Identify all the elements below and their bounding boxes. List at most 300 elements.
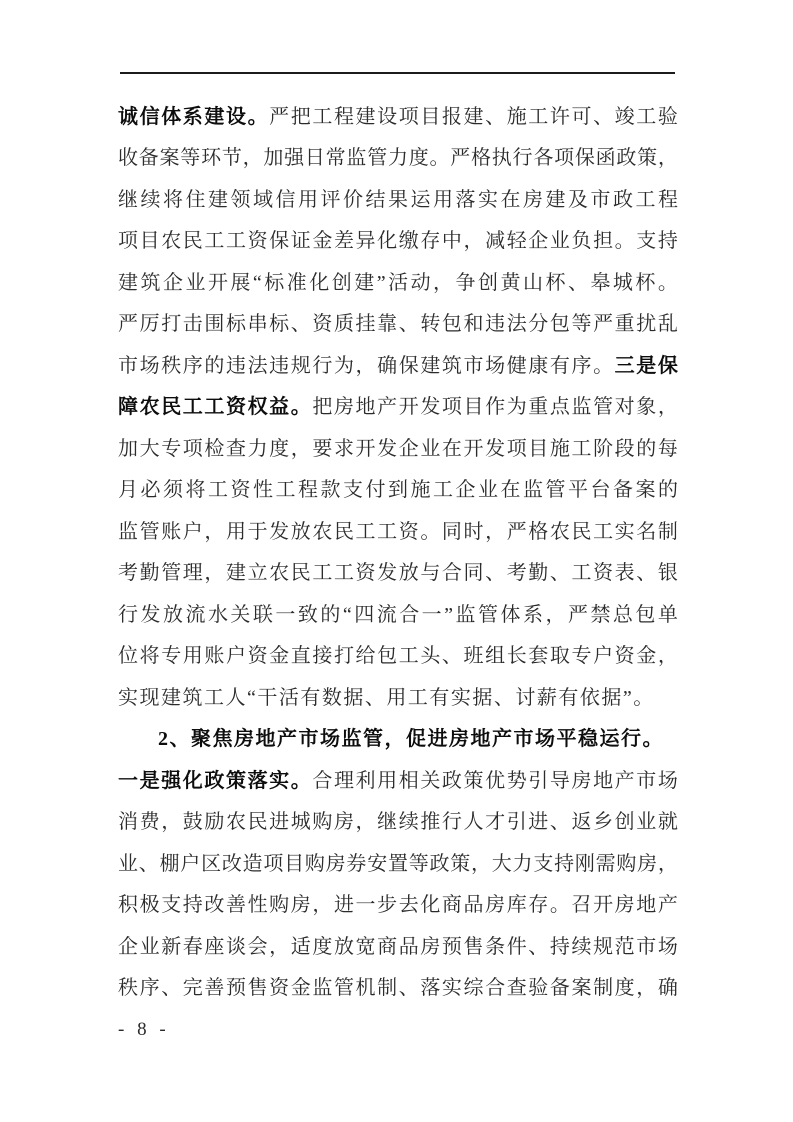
character: 班 xyxy=(463,645,484,668)
bold-character: 房 xyxy=(449,728,469,751)
character: 费 xyxy=(139,811,160,834)
character: 求 xyxy=(333,437,354,460)
character: 负 xyxy=(571,230,592,253)
character: 。 xyxy=(614,230,635,253)
character: 人 xyxy=(463,811,484,834)
character: 企 xyxy=(528,230,549,253)
text-line xyxy=(118,511,678,553)
character: 引 xyxy=(506,811,527,834)
character: ， xyxy=(657,396,678,419)
character: 薪 xyxy=(536,686,557,709)
character: 单 xyxy=(657,603,678,626)
character: 制 xyxy=(657,520,678,543)
character: 现 xyxy=(139,686,160,709)
character: 工 xyxy=(312,562,333,585)
character: 持 xyxy=(182,894,203,917)
character: ， xyxy=(242,147,263,170)
character: 进 xyxy=(528,811,549,834)
bold-character: 地 xyxy=(255,728,276,751)
character: 的 xyxy=(320,603,341,626)
character: ， xyxy=(204,562,225,585)
character: 直 xyxy=(290,645,311,668)
bold-character: ， xyxy=(384,728,405,751)
page-body xyxy=(118,96,678,1009)
character: 案 xyxy=(159,147,180,170)
character: 房 xyxy=(523,188,543,211)
character: 农 xyxy=(549,520,570,543)
character: 业 xyxy=(118,852,138,875)
character: 力 xyxy=(512,852,533,875)
character: 水 xyxy=(207,603,228,626)
character: 棚 xyxy=(159,852,180,875)
character: 专 xyxy=(571,645,592,668)
character: 业 xyxy=(139,935,160,958)
character: 节 xyxy=(221,147,242,170)
character: 保 xyxy=(269,230,290,253)
character: 房 xyxy=(614,894,635,917)
character: 管 xyxy=(367,147,388,170)
character: 运 xyxy=(410,188,431,211)
character: 、 xyxy=(364,686,385,709)
bold-character: 场 xyxy=(320,728,340,751)
character: 筑 xyxy=(441,354,462,377)
character: 须 xyxy=(163,479,183,502)
character: 大 xyxy=(139,437,160,460)
character: 城 xyxy=(290,811,311,834)
character: 监 xyxy=(312,977,333,1000)
character: ， xyxy=(657,852,678,875)
character: 发 xyxy=(377,437,398,460)
character: 合 xyxy=(399,603,420,626)
character: 乡 xyxy=(593,811,614,834)
bold-character: 建 xyxy=(204,105,225,128)
character: 房 xyxy=(571,769,592,792)
character: 减 xyxy=(485,230,506,253)
character: 农 xyxy=(161,230,182,253)
character: 引 xyxy=(528,769,549,792)
character: 等 xyxy=(571,313,592,336)
character: 必 xyxy=(140,479,161,502)
character: 杯 xyxy=(635,271,656,294)
character: 房 xyxy=(485,894,506,917)
character: 严 xyxy=(506,520,527,543)
bold-character: 化 xyxy=(182,769,203,792)
character: 款 xyxy=(320,479,341,502)
character: 程 xyxy=(298,479,318,502)
character: 执 xyxy=(491,147,512,170)
character: 利 xyxy=(355,769,376,792)
character: 许 xyxy=(549,105,570,128)
character: 为 xyxy=(333,354,354,377)
character: 制 xyxy=(377,977,398,1000)
character: 扰 xyxy=(636,313,657,336)
character: 平 xyxy=(568,479,588,502)
character: 规 xyxy=(593,935,614,958)
character: 区 xyxy=(201,852,222,875)
character: 作 xyxy=(485,396,506,419)
character: 工 xyxy=(333,562,354,585)
character: 同 xyxy=(441,520,462,543)
character: 强 xyxy=(284,147,305,170)
character: 查 xyxy=(506,977,527,1000)
character: 购 xyxy=(312,811,333,834)
character: 违 xyxy=(485,313,506,336)
character: 轻 xyxy=(506,230,527,253)
bold-character: 市 xyxy=(298,728,319,751)
character: 放 xyxy=(398,562,419,585)
character: 政 xyxy=(429,852,450,875)
character: ， xyxy=(463,230,484,253)
character: 展 xyxy=(230,271,251,294)
character: 实 xyxy=(614,520,635,543)
character: 包 xyxy=(635,603,656,626)
bold-character: 是 xyxy=(139,769,160,792)
character: 一 xyxy=(421,603,442,626)
character: “ xyxy=(247,686,256,709)
character: 售 xyxy=(463,935,484,958)
character: 接 xyxy=(312,645,333,668)
character: 竣 xyxy=(614,105,635,128)
character: 继 xyxy=(377,811,398,834)
character: 企 xyxy=(398,437,419,460)
character: 名 xyxy=(636,520,657,543)
character: 到 xyxy=(388,479,408,502)
character: 金 xyxy=(636,645,657,668)
text-line xyxy=(118,387,678,429)
character: 串 xyxy=(247,313,268,336)
character: 房 xyxy=(290,894,311,917)
character: 策 xyxy=(637,147,658,170)
character: 发 xyxy=(140,603,161,626)
text-line xyxy=(118,345,678,387)
character: 资 xyxy=(593,562,614,585)
character: ， xyxy=(471,852,492,875)
character: 收 xyxy=(118,147,138,170)
character: 和 xyxy=(463,313,484,336)
character: 相 xyxy=(398,769,419,792)
character: 政 xyxy=(613,188,633,211)
character: 把 xyxy=(290,105,311,128)
character: 有 xyxy=(549,354,570,377)
character: 化 xyxy=(377,230,398,253)
text-line xyxy=(118,968,678,1010)
character: 民 xyxy=(290,562,311,585)
bold-character: 信 xyxy=(139,105,160,128)
character: 施 xyxy=(410,479,431,502)
character: 、 xyxy=(593,105,614,128)
character: 存 xyxy=(420,230,441,253)
character: 春 xyxy=(182,935,203,958)
character: 加 xyxy=(263,147,284,170)
character: 点 xyxy=(549,396,570,419)
character: 度 xyxy=(312,935,333,958)
bold-character: 农 xyxy=(139,396,160,419)
character: 监 xyxy=(571,396,592,419)
character: 健 xyxy=(506,354,527,377)
bold-character: 焦 xyxy=(212,728,233,751)
character: 的 xyxy=(204,354,225,377)
character: 度 xyxy=(614,977,635,1000)
character: 禁 xyxy=(590,603,611,626)
character: 落 xyxy=(420,977,441,1000)
character: 工 xyxy=(528,105,549,128)
bold-character: 诚 xyxy=(118,105,138,128)
bold-character: 工 xyxy=(204,396,225,419)
character: 地 xyxy=(636,894,657,917)
character: 有 xyxy=(558,686,579,709)
character: 力 xyxy=(247,437,268,460)
character: 户 xyxy=(225,645,246,668)
character: 预 xyxy=(225,977,246,1000)
character: 资 xyxy=(614,645,635,668)
character: 总 xyxy=(612,603,633,626)
character: 建 xyxy=(420,354,441,377)
character: 据 xyxy=(343,686,364,709)
character: 位 xyxy=(118,645,138,668)
character: 项 xyxy=(118,230,138,253)
character: 台 xyxy=(590,479,611,502)
character: 重 xyxy=(614,313,635,336)
bold-character: 监 xyxy=(341,728,362,751)
character: 备 xyxy=(549,977,570,1000)
character: 。 xyxy=(420,520,441,543)
character: 资 xyxy=(355,562,376,585)
character: 新 xyxy=(161,935,182,958)
character: 取 xyxy=(549,645,570,668)
character: 置 xyxy=(387,852,408,875)
character: 业 xyxy=(185,271,206,294)
character: ， xyxy=(355,354,376,377)
character: 序 xyxy=(571,354,592,377)
character: 账 xyxy=(204,645,225,668)
character: 放 xyxy=(290,520,311,543)
character: 续 xyxy=(571,935,592,958)
character: ， xyxy=(485,520,506,543)
character: 各 xyxy=(533,147,554,170)
character: 依 xyxy=(579,686,600,709)
character: ， xyxy=(657,147,678,170)
character: 场 xyxy=(485,354,506,377)
character: 理 xyxy=(182,562,203,585)
character: 象 xyxy=(636,396,657,419)
character: 房 xyxy=(420,935,441,958)
character: 将 xyxy=(163,188,183,211)
character: 完 xyxy=(182,977,203,1000)
character: 返 xyxy=(571,811,592,834)
character: 、 xyxy=(485,562,506,585)
character: 项 xyxy=(441,396,462,419)
bold-character: 产 xyxy=(492,728,512,751)
text-line xyxy=(118,885,678,927)
text-line xyxy=(118,262,678,304)
character: 管 xyxy=(593,396,614,419)
character: 农 xyxy=(312,520,333,543)
character: 严 xyxy=(450,147,471,170)
character: 据 xyxy=(601,686,622,709)
character: 验 xyxy=(528,977,549,1000)
character: 时 xyxy=(463,520,484,543)
character: 在 xyxy=(500,188,521,211)
character: 持 xyxy=(554,852,575,875)
character: 才 xyxy=(485,811,506,834)
character: 于 xyxy=(247,520,268,543)
character: 民 xyxy=(333,520,354,543)
character: 实 xyxy=(441,977,462,1000)
character: 金 xyxy=(269,645,290,668)
text-line xyxy=(118,802,678,844)
character: 工 xyxy=(635,188,656,211)
character: 数 xyxy=(321,686,342,709)
character: 环 xyxy=(201,147,222,170)
bold-character: 。 xyxy=(247,105,268,128)
character: 阶 xyxy=(593,437,614,460)
character: “ xyxy=(252,271,262,294)
character: 支 xyxy=(533,852,554,875)
bold-character: 。 xyxy=(290,769,311,792)
character: 、 xyxy=(398,313,419,336)
character: 工 xyxy=(571,562,592,585)
character: 系 xyxy=(522,603,543,626)
character: 户 xyxy=(182,520,203,543)
character: 项 xyxy=(554,147,575,170)
character: ， xyxy=(204,520,225,543)
character: 励 xyxy=(204,811,225,834)
character: 常 xyxy=(325,147,346,170)
character: 开 xyxy=(593,894,614,917)
character: 项 xyxy=(398,105,419,128)
character: 对 xyxy=(614,396,635,419)
character: 产 xyxy=(614,769,635,792)
character: 每 xyxy=(657,437,678,460)
character: 改 xyxy=(221,852,242,875)
character: 市 xyxy=(463,354,484,377)
character: 施 xyxy=(549,437,570,460)
character: 目 xyxy=(463,396,484,419)
header-rule xyxy=(120,72,675,74)
character: 四 xyxy=(354,603,375,626)
character: 用 xyxy=(225,520,246,543)
character: ， xyxy=(269,935,290,958)
character: 步 xyxy=(377,894,398,917)
character: 一 xyxy=(355,894,376,917)
character: 产 xyxy=(377,396,398,419)
character: 报 xyxy=(441,105,462,128)
character: 进 xyxy=(269,811,290,834)
bold-character: 策 xyxy=(225,769,246,792)
character: 购 xyxy=(616,852,637,875)
character: 民 xyxy=(182,230,203,253)
character: 重 xyxy=(528,396,549,419)
character: 中 xyxy=(441,230,462,253)
character: 改 xyxy=(204,894,225,917)
bold-character: 强 xyxy=(161,769,182,792)
character: 化 xyxy=(420,894,441,917)
character: 皋 xyxy=(590,271,611,294)
character: 套 xyxy=(528,645,549,668)
character: 持 xyxy=(657,230,678,253)
character: 秩 xyxy=(161,354,182,377)
character: 民 xyxy=(571,520,592,543)
character: 行 xyxy=(118,603,138,626)
character: 行 xyxy=(512,147,533,170)
character: 库 xyxy=(506,894,527,917)
character: 管 xyxy=(333,977,354,1000)
character: 差 xyxy=(333,230,354,253)
character: 严 xyxy=(593,313,614,336)
character: 续 xyxy=(398,811,419,834)
character: 推 xyxy=(420,811,441,834)
character: 策 xyxy=(450,852,471,875)
character: 验 xyxy=(657,105,678,128)
character: 场 xyxy=(657,935,678,958)
character: ” xyxy=(376,271,386,294)
character: 要 xyxy=(312,437,333,460)
character: 房 xyxy=(333,811,354,834)
bold-character: 房 xyxy=(234,728,254,751)
character: 。 xyxy=(633,686,654,709)
character: 合 xyxy=(485,977,506,1000)
character: 综 xyxy=(463,977,484,1000)
character: 消 xyxy=(118,811,138,834)
character: ， xyxy=(290,437,311,460)
bold-character: 场 xyxy=(535,728,555,751)
character: “ xyxy=(342,603,352,626)
character: ” xyxy=(444,603,454,626)
character: 监 xyxy=(523,479,543,502)
character: 银 xyxy=(657,562,678,585)
character: 、 xyxy=(636,562,657,585)
text-line xyxy=(118,221,678,263)
character: 日 xyxy=(304,147,325,170)
character: ” xyxy=(622,686,632,709)
character: 企 xyxy=(118,935,138,958)
character: 积 xyxy=(118,894,138,917)
character: 工 xyxy=(204,686,224,709)
character: 场 xyxy=(657,769,678,792)
character: 宽 xyxy=(355,935,376,958)
character: 价 xyxy=(343,188,363,211)
character: 继 xyxy=(118,188,138,211)
character: 发 xyxy=(269,520,290,543)
character: 建 xyxy=(354,271,375,294)
text-line xyxy=(118,138,678,180)
bold-character: 。 xyxy=(290,396,311,419)
character: 策 xyxy=(463,769,484,792)
character: 等 xyxy=(408,852,429,875)
character: 标 xyxy=(269,313,290,336)
character: 月 xyxy=(118,479,138,502)
character: 地 xyxy=(355,396,376,419)
character: 信 xyxy=(275,188,296,211)
character: 理 xyxy=(333,769,354,792)
character: 案 xyxy=(635,479,656,502)
character: 包 xyxy=(377,645,398,668)
text-line xyxy=(118,636,678,678)
character: 发 xyxy=(485,437,506,460)
character: 会 xyxy=(247,935,268,958)
character: 异 xyxy=(355,230,376,253)
character: 市 xyxy=(636,935,657,958)
text-line xyxy=(118,677,678,719)
character: 勤 xyxy=(528,562,549,585)
character: 农 xyxy=(225,811,246,834)
character: 检 xyxy=(204,437,225,460)
bold-character: 促 xyxy=(406,728,426,751)
character: 筑 xyxy=(140,271,161,294)
character: 康 xyxy=(528,354,549,377)
character: 地 xyxy=(593,769,614,792)
character: 工 xyxy=(433,479,453,502)
